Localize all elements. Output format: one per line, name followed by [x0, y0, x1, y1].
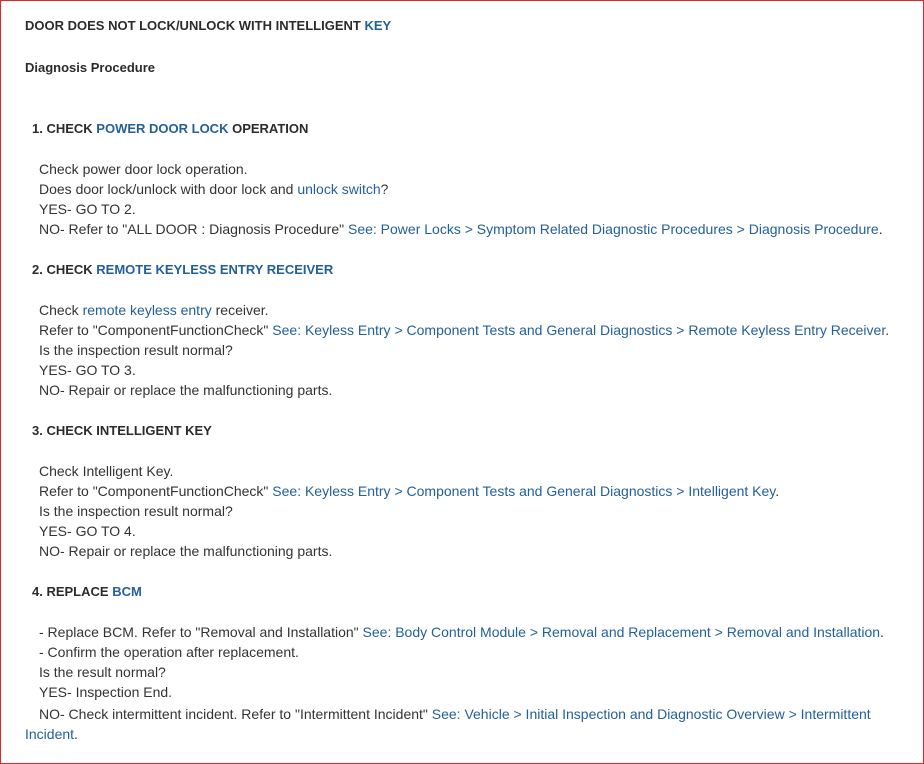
step-4-heading — [32, 584, 142, 599]
remote-keyless-entry-receiver-link[interactable]: REMOTE KEYLESS ENTRY RECEIVER — [96, 262, 334, 277]
step-4-line-5-suffix: . — [74, 726, 78, 742]
step-1-line-2 — [39, 181, 388, 197]
step-2-line-1-suffix: receiver. — [211, 302, 269, 318]
step-2-heading — [32, 262, 333, 277]
step-1-line-4-suffix: . — [878, 221, 883, 237]
step-2-line-2-text: Refer to "ComponentFunctionCheck" — [39, 322, 273, 338]
power-door-lock-link[interactable]: POWER DOOR LOCK — [96, 121, 229, 136]
step-2-line-3: Is the inspection result normal? — [39, 342, 233, 358]
step-1-heading-suffix: OPERATION — [228, 121, 309, 136]
step-4-heading-text: 4. REPLACE — [32, 584, 113, 599]
step-2-heading-text: 2. CHECK — [32, 262, 97, 277]
step-4-line-5-text: NO- Check intermittent incident. Refer to "Intermittent Incident" — [39, 706, 432, 722]
step-4-line-5 — [25, 704, 885, 744]
bcm-removal-installation-link[interactable]: See: Body Control Module > Removal and Replacement > Removal and Installation — [362, 624, 881, 640]
step-4-line-1 — [39, 624, 884, 640]
power-locks-diagnosis-link[interactable]: See: Power Locks > Symptom Related Diagnostic Procedures > Diagnosis Procedure — [347, 221, 879, 237]
step-1-heading — [32, 121, 308, 136]
step-3-line-3: Is the inspection result normal? — [39, 503, 233, 519]
step-4-line-4: YES- Inspection End. — [39, 684, 173, 700]
intelligent-key-test-link[interactable]: See: Keyless Entry > Component Tests and General Diagnostics > Intelligent Key — [272, 483, 776, 499]
step-4-line-3: Is the result normal? — [39, 664, 166, 680]
step-4-line-2: - Confirm the operation after replacement. — [39, 644, 299, 660]
step-3-line-2-text: Refer to "ComponentFunctionCheck" — [39, 483, 273, 499]
step-3-line-2 — [39, 483, 779, 499]
section-subtitle: Diagnosis Procedure — [25, 60, 156, 75]
step-3-line-1: Check Intelligent Key. — [39, 463, 174, 479]
step-2-line-1-text: Check — [39, 302, 83, 318]
step-3-line-5: NO- Repair or replace the malfunctioning parts. — [39, 543, 333, 559]
step-3-line-4: YES- GO TO 4. — [39, 523, 136, 539]
title-text: DOOR DOES NOT LOCK/UNLOCK WITH INTELLIGENT — [25, 18, 365, 33]
step-2-line-4: YES- GO TO 3. — [39, 362, 136, 378]
step-1-line-3: YES- GO TO 2. — [39, 201, 136, 217]
page-title — [25, 18, 391, 33]
step-3-line-2-suffix: . — [775, 483, 780, 499]
bcm-link[interactable]: BCM — [112, 584, 142, 599]
unlock-switch-link[interactable]: unlock switch — [297, 181, 381, 197]
step-2-line-1 — [39, 302, 269, 318]
step-1-line-4 — [39, 221, 883, 237]
intermittent-incident-link[interactable]: See: Vehicle > Initial Inspection and Diagnostic Overview > Intermittent Incident — [25, 706, 871, 742]
title-key-link[interactable]: KEY — [364, 18, 392, 33]
step-1-line-2-suffix: ? — [380, 181, 389, 197]
step-2-line-5: NO- Repair or replace the malfunctioning parts. — [39, 382, 333, 398]
step-1-line-1: Check power door lock operation. — [39, 161, 248, 177]
remote-keyless-entry-link[interactable]: remote keyless entry — [82, 302, 212, 318]
step-4-line-1-suffix: . — [880, 624, 884, 640]
keyless-entry-receiver-test-link[interactable]: See: Keyless Entry > Component Tests and General Diagnostics > Remote Keyless Entry Receiver — [272, 322, 886, 338]
step-1-line-4-text: NO- Refer to "ALL DOOR : Diagnosis Procedure" — [39, 221, 348, 237]
step-1-heading-text: 1. CHECK — [32, 121, 97, 136]
step-3-heading: 3. CHECK INTELLIGENT KEY — [32, 423, 212, 438]
step-2-line-2-suffix: . — [885, 322, 890, 338]
step-4-line-1-text: - Replace BCM. Refer to "Removal and Installation" — [39, 624, 363, 640]
step-1-line-2-text: Does door lock/unlock with door lock and — [39, 181, 298, 197]
step-2-line-2 — [39, 322, 889, 338]
